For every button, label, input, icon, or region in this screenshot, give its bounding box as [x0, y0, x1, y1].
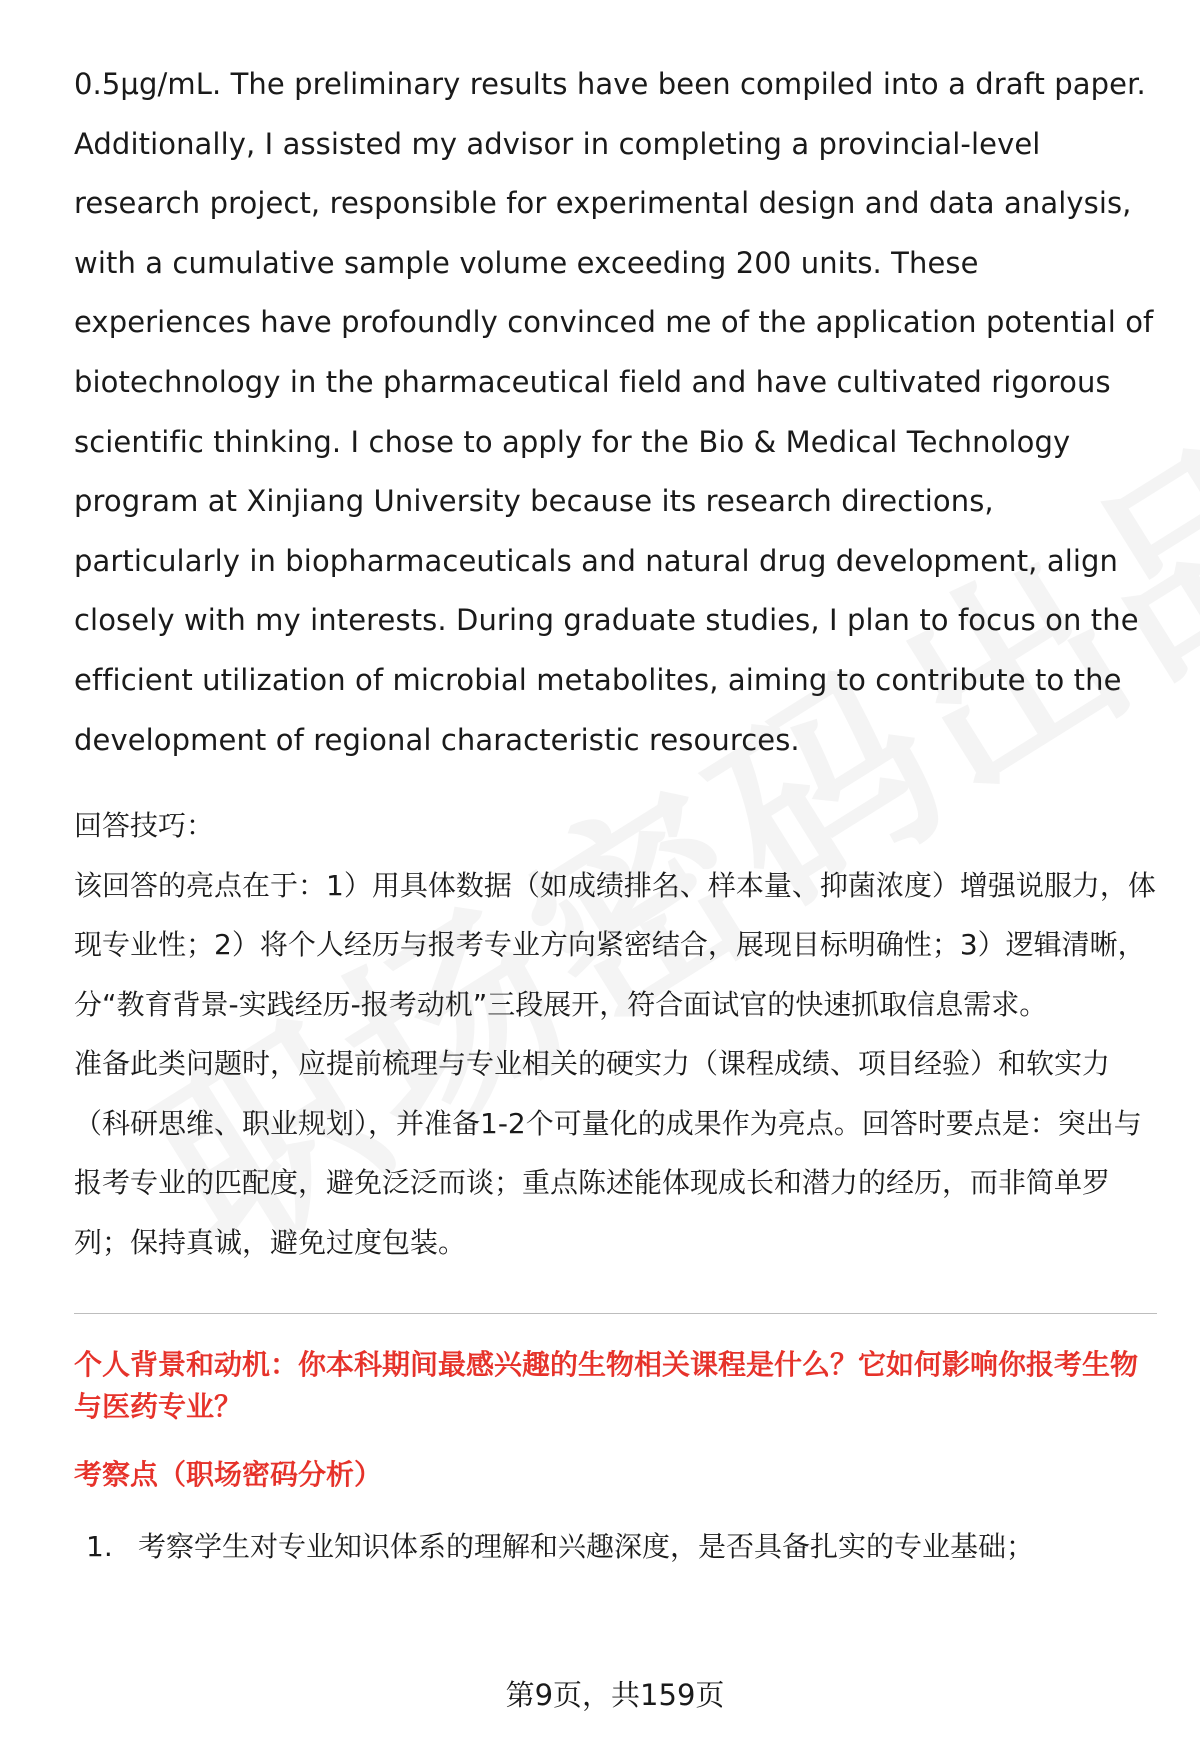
tips-paragraph-1: 该回答的亮点在于：1）用具体数据（如成绩排名、样本量、抑菌浓度）增强说服力，体现专业性；2）将个人经历与报考专业方向紧密结合，展现目标明确性；3）逻辑清晰，分“教育背景-实践经历-报考动机”三段展开，符合面试官的快速抓取信息需求。: [74, 868, 1156, 1021]
page-number-footer: 第9页，共159页: [505, 1678, 725, 1712]
list-item-number: 1.: [86, 1530, 113, 1564]
page-content: [74, 55, 1164, 1568]
tips-paragraph-2: 准备此类问题时，应提前梳理与专业相关的硬实力（课程成绩、项目经验）和软实力（科研思维、职业规划），并准备1-2个可量化的成果作为亮点。回答时要点是：突出与报考专业的匹配度，避免泛泛而谈；重点陈述能体现成长和潜力的经历，而非简单罗列；保持真诚，避免过度包装。: [74, 1047, 1142, 1259]
assessment-list: [74, 1526, 1164, 1568]
assessment-title: 考察点（职场密码分析）: [74, 1458, 383, 1492]
list-item-text: 考察学生对专业知识体系的理解和兴趣深度，是否具备扎实的专业基础；: [138, 1530, 1035, 1564]
body-paragraph: 0.5μg/mL. The preliminary results have been compiled into a draft paper. Additionally, I assisted my advisor in completing a provincial-level research project, responsible for experimental design and data analysis, with a cumulative sample volume exceeding 200 units. These experiences have profoundly convinced me of the application potential of biotechnology in the pharmaceutical field and have cultivated rigorous scientific thinking. I chose to apply for the Bio & Medical Technology program at Xinjiang University because its research directions, particularly in biopharmaceuticals and natural drug development, align closely with my interests. During graduate studies, I plan to focus on the efficient utilization of microbial metabolites, aiming to contribute to the development of regional characteristic resources.: [74, 67, 1154, 757]
question-heading: 个人背景和动机：你本科期间最感兴趣的生物相关课程是什么？它如何影响你报考生物与医药专业？: [74, 1348, 1139, 1424]
section-divider: [74, 1313, 1157, 1314]
answer-tips-section: [74, 796, 1164, 1272]
tips-heading: 回答技巧：: [74, 809, 215, 843]
list-item: [74, 1526, 1164, 1568]
